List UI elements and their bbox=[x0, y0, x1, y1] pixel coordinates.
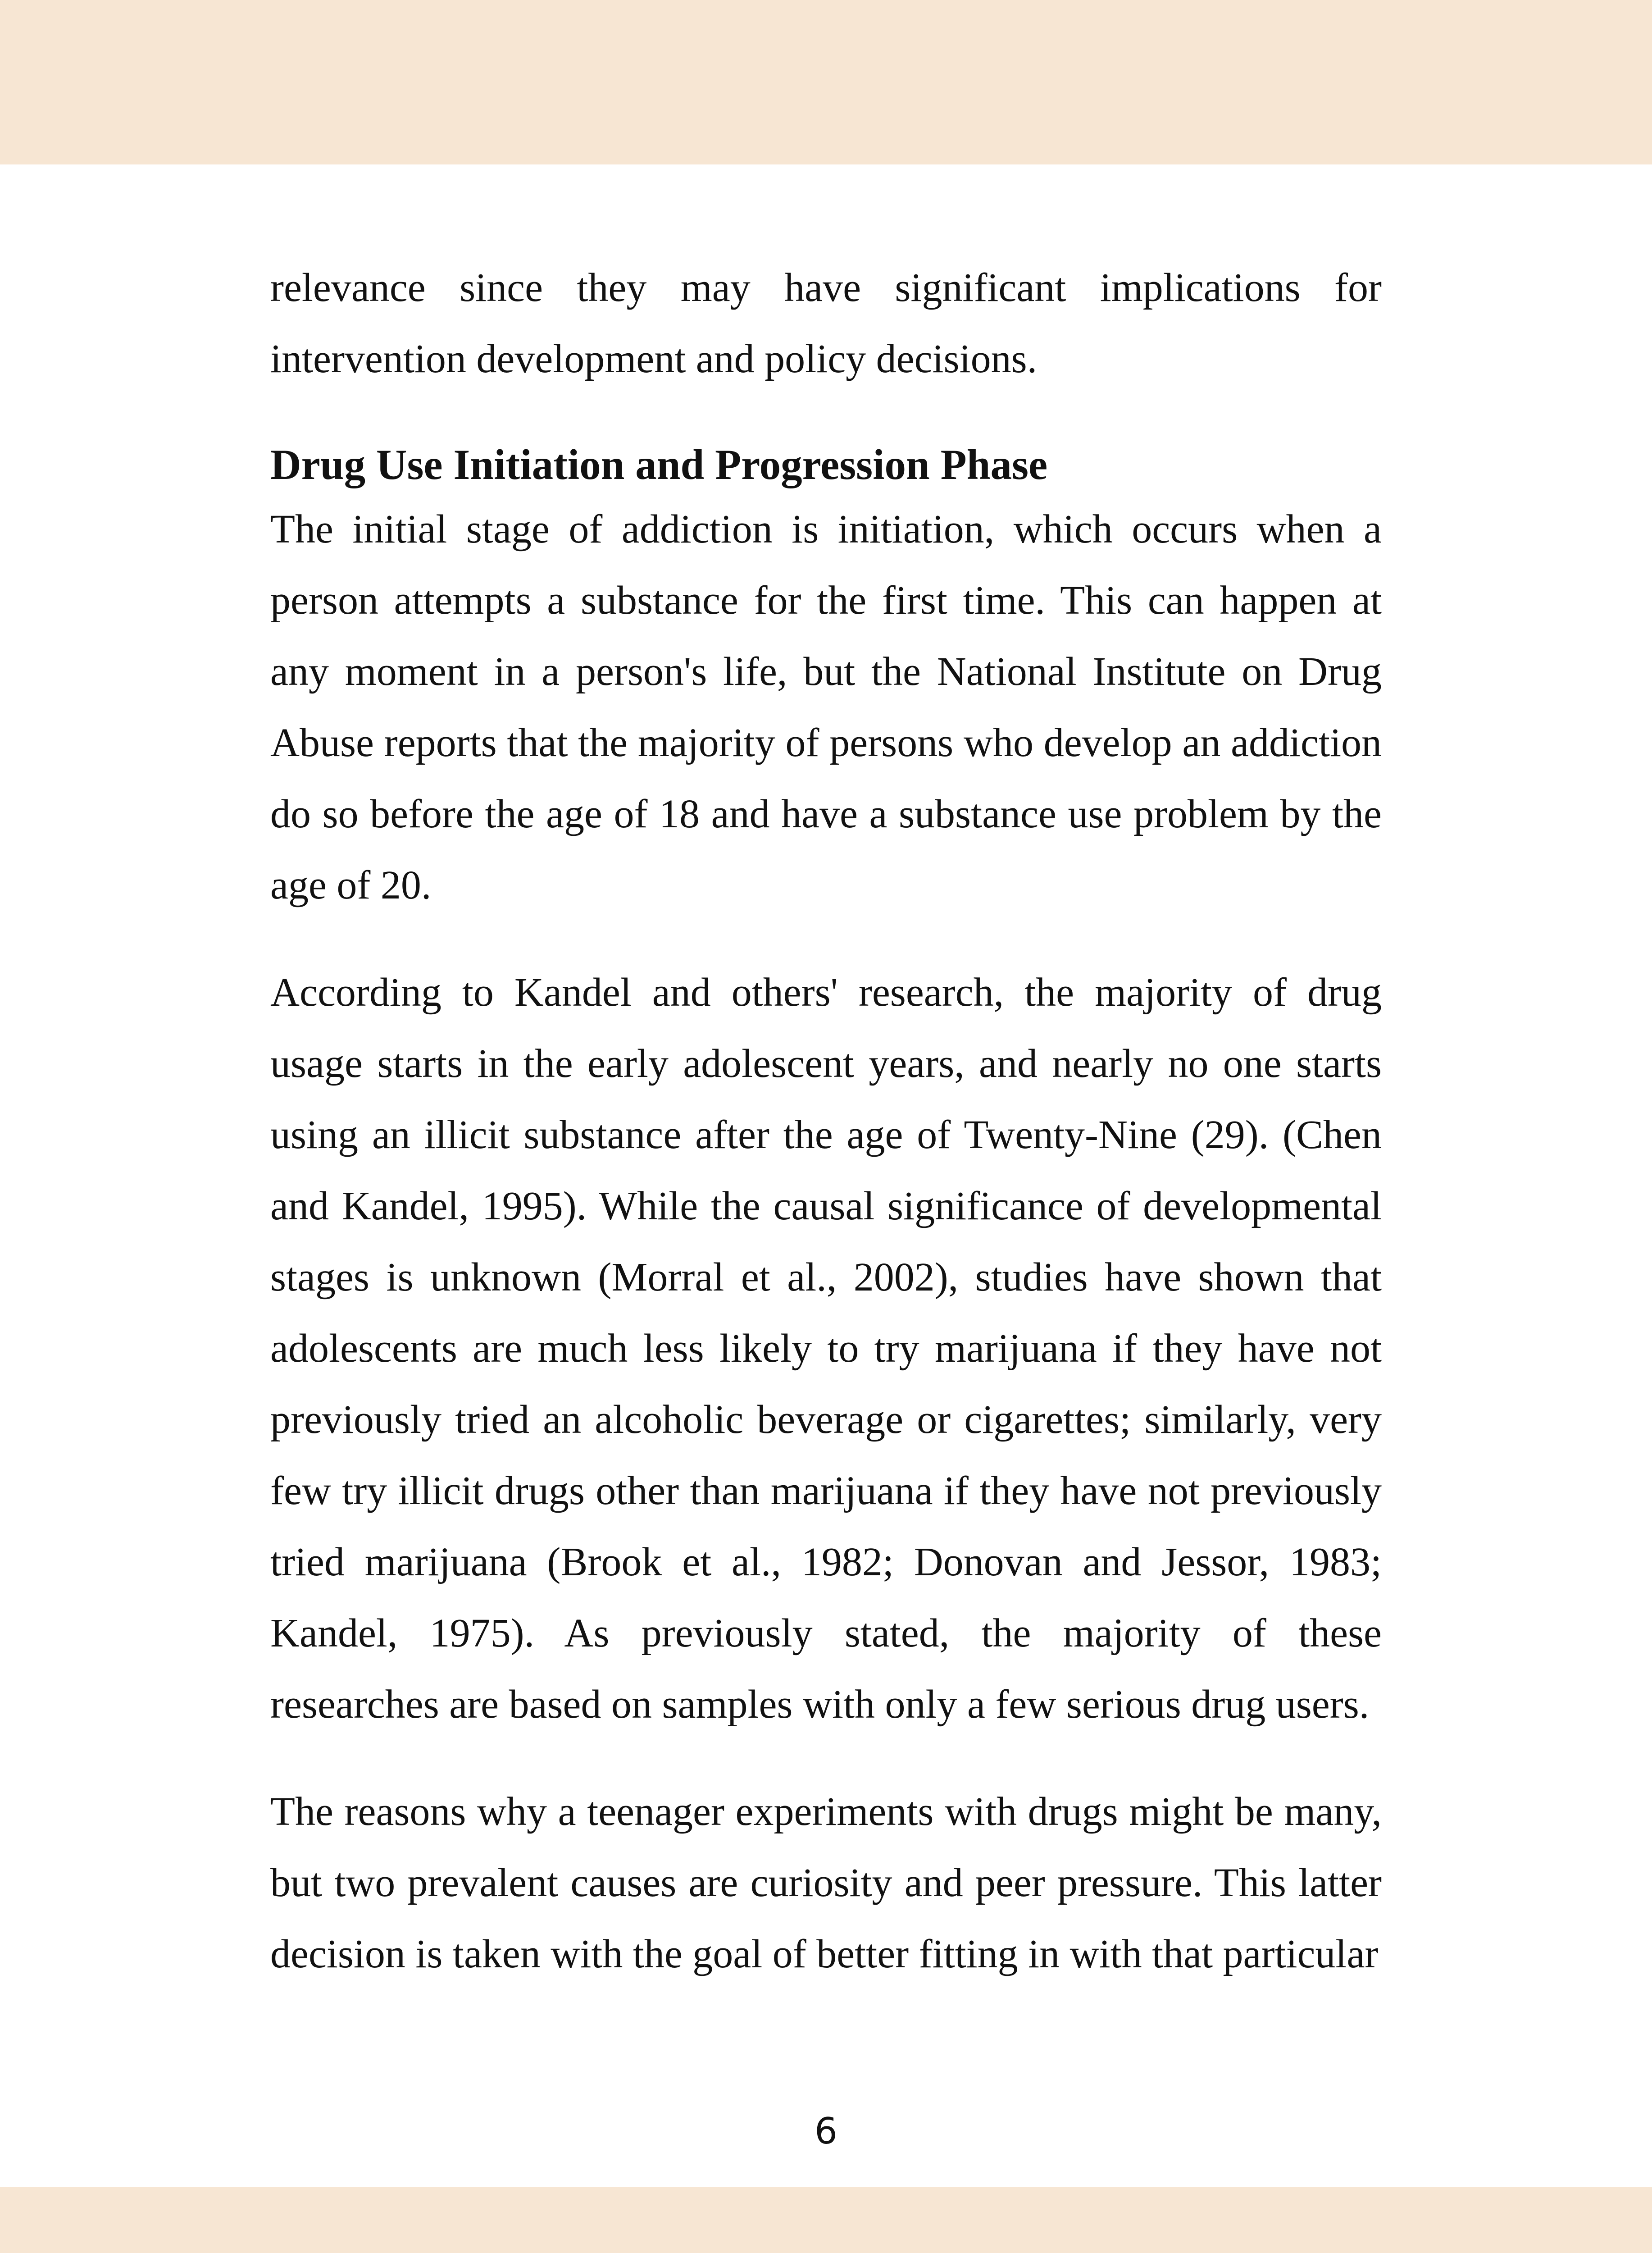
intro-paragraph: relevance since they may have significant implications for intervention development and policy decisions. bbox=[270, 265, 1382, 381]
bottom-decorative-band bbox=[0, 2187, 1652, 2253]
paragraph-reasons: The reasons why a teenager experiments with drugs might be many, but two prevalent causes are curiosity and peer pressure. This latter decision is taken with the goal of better fitting in with that particular bbox=[270, 1789, 1382, 1976]
section-heading: Drug Use Initiation and Progression Phase bbox=[270, 441, 1048, 488]
paragraph-kandel-research: According to Kandel and others' research, the majority of drug usage starts in the early adolescent years, and nearly no one starts using an illicit substance after the age of Twenty-Nine (29). (Chen and Kandel, 1995). While the causal significance of developmental stages is unknown (Morral et al., 2002), studies have shown that adolescents are much less likely to try marijuana if they have not previously tried an alcoholic beverage or cigarettes; similarly, very few try illicit drugs other than marijuana if they have not previously tried marijuana (Brook et al., 1982; Donovan and Jessor, 1983; Kandel, 1975). As previously stated, the majority of these researches are based on samples with only a few serious drug users. bbox=[270, 970, 1382, 1727]
page-number: 6 bbox=[815, 2110, 837, 2152]
paragraph-initiation: The initial stage of addiction is initiation, which occurs when a person attempts a substance for the first time. This can happen at any moment in a person's life, but the National Institute on Drug Abuse reports that the majority of persons who develop an addiction do so before the age of 18 and have a substance use problem by the age of 20. bbox=[270, 507, 1382, 908]
top-decorative-band bbox=[0, 0, 1652, 164]
page-content bbox=[270, 252, 1382, 1990]
